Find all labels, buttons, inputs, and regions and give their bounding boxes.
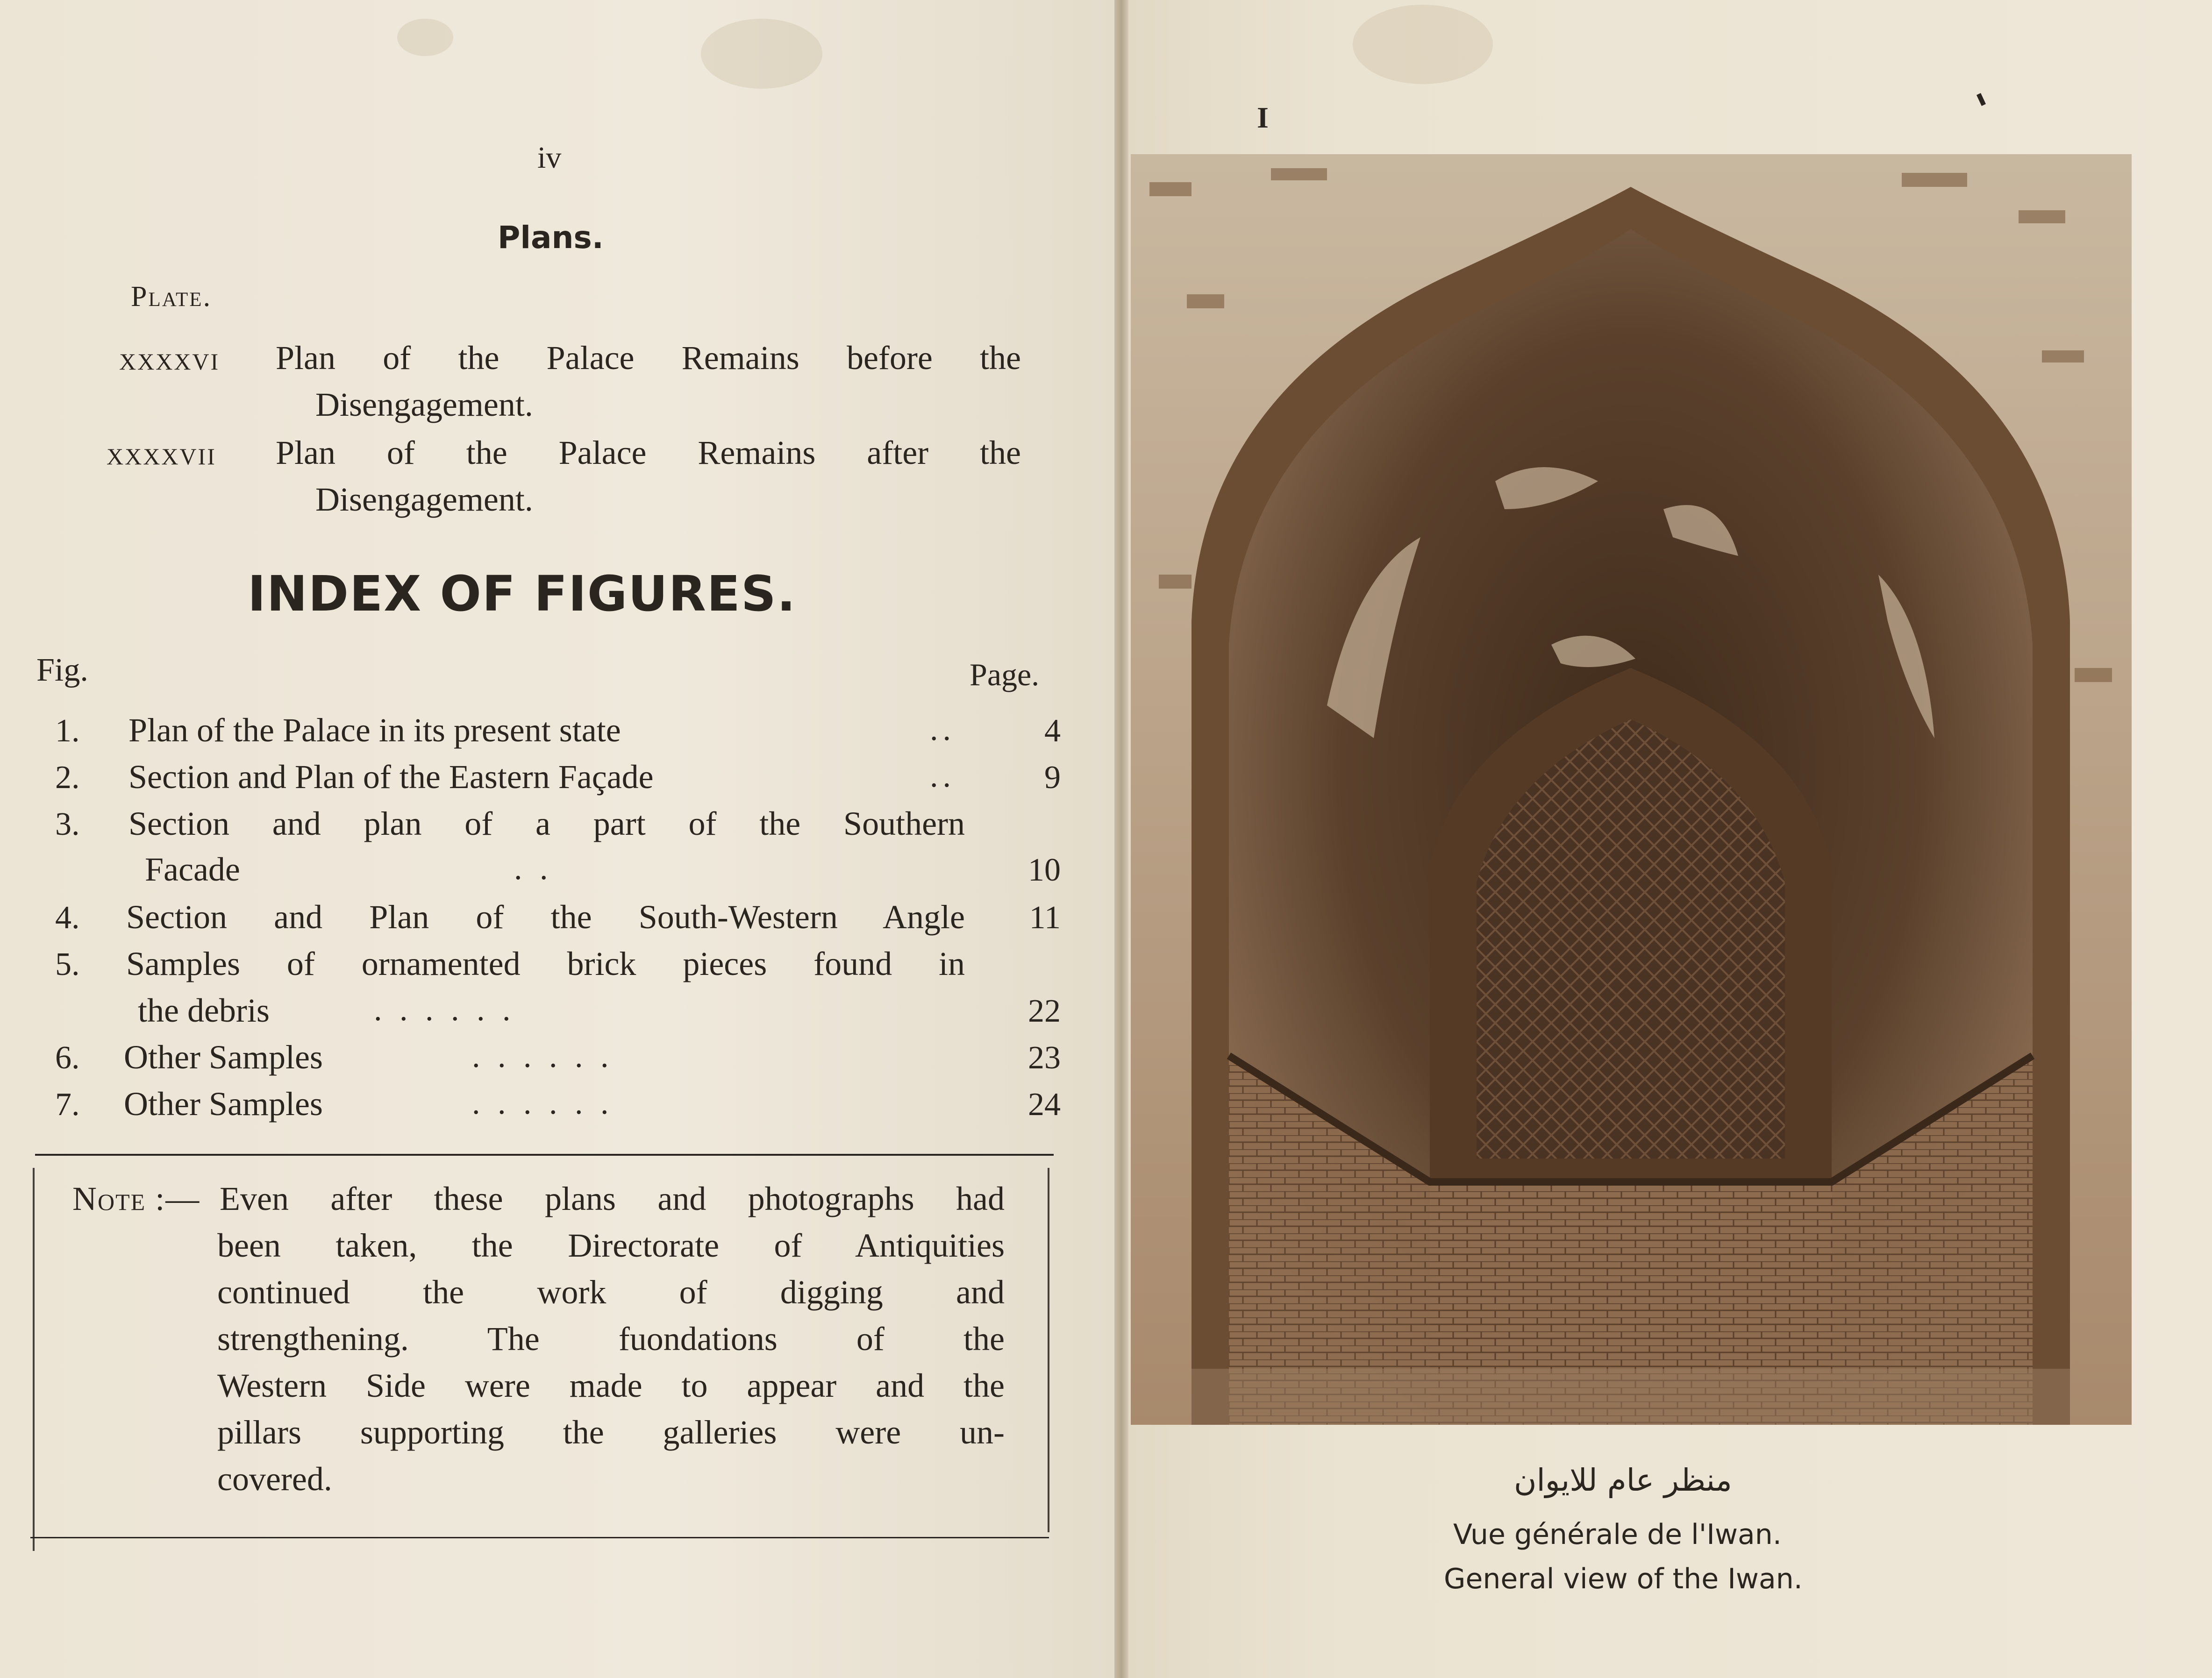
- paper-stain: [701, 19, 822, 89]
- figure-number: 4.: [55, 900, 80, 936]
- book-gutter: [1114, 0, 1128, 1678]
- plate-numeral: XXXXVI: [119, 348, 220, 375]
- paper-stain: [397, 19, 453, 56]
- note-box-right-rule: [1048, 1168, 1049, 1532]
- figure-number: 6.: [55, 1040, 80, 1076]
- figure-page: 22: [1028, 993, 1061, 1029]
- caption-english: General view of the Iwan.: [1444, 1563, 1803, 1595]
- figure-title: Section and plan of a part of the Southern: [128, 805, 965, 842]
- caption-french: Vue générale de l'Iwan.: [1453, 1518, 1782, 1551]
- ink-mark: [1977, 93, 1986, 106]
- plate-entry-line: Disengagement.: [315, 481, 533, 518]
- iwan-arch-image: [1131, 154, 2132, 1425]
- note-line: been taken, the Directorate of Antiquities: [217, 1227, 1005, 1264]
- figure-title: Other Samples: [124, 1085, 323, 1123]
- plate-heading: Plate.: [131, 281, 212, 313]
- fig-column-header: Fig.: [36, 652, 88, 688]
- leader-dots: ..: [930, 758, 956, 794]
- note-label: Note :—: [72, 1180, 200, 1217]
- note-box-top-rule: [35, 1154, 1054, 1156]
- leader-dots: . . . . . .: [374, 992, 515, 1028]
- figure-title: Section and Plan of the Eastern Façade: [128, 758, 654, 796]
- page-number: iv: [537, 141, 562, 175]
- figure-page: 4: [1044, 713, 1061, 749]
- leader-dots: . .: [514, 851, 553, 887]
- figure-number: 1.: [55, 713, 80, 749]
- figure-number: 5.: [55, 946, 80, 982]
- page-column-header: Page.: [970, 657, 1040, 692]
- paper-stain: [1353, 5, 1493, 84]
- figure-page: 11: [1029, 900, 1061, 936]
- note-box-bottom-rule: [30, 1537, 1049, 1538]
- note-line: Western Side were made to appear and the: [217, 1367, 1005, 1404]
- leader-dots: . . . . . .: [472, 1085, 614, 1121]
- leader-dots: ..: [930, 711, 956, 747]
- note-line: strengthening. The fuondations of the: [217, 1320, 1005, 1358]
- plate-entry-line: Plan of the Palace Remains after the: [276, 434, 1021, 471]
- figure-page: 24: [1028, 1087, 1061, 1123]
- index-title: INDEX OF FIGURES.: [248, 565, 797, 622]
- figure-page: 10: [1028, 852, 1061, 888]
- figure-number: 3.: [55, 806, 80, 842]
- figure-title-continued: Facade: [145, 851, 240, 888]
- figure-title-continued: the debris: [138, 992, 270, 1029]
- leader-dots: . . . . . .: [472, 1038, 614, 1074]
- iwan-photograph: [1131, 154, 2132, 1425]
- figure-number: 2.: [55, 760, 80, 796]
- plate-entry-line: Disengagement.: [315, 386, 533, 423]
- figure-title: Other Samples: [124, 1038, 323, 1076]
- note-line: continued the work of digging and: [217, 1273, 1005, 1311]
- figure-title: Section and Plan of the South-Western Angle: [126, 898, 965, 936]
- plate-entry-line: Plan of the Palace Remains before the: [276, 339, 1021, 377]
- figure-page: 23: [1028, 1040, 1061, 1076]
- plans-heading: Plans.: [498, 220, 604, 256]
- plate-marker: I: [1257, 101, 1269, 134]
- figure-page: 9: [1044, 760, 1061, 796]
- figure-number: 7.: [55, 1087, 80, 1123]
- figure-title: Samples of ornamented brick pieces found in: [126, 945, 965, 982]
- note-line: covered.: [217, 1460, 332, 1498]
- note-line: pillars supporting the galleries were un-: [217, 1414, 1005, 1451]
- note-box-left-rule: [33, 1168, 35, 1551]
- caption-arabic: منظر عام للايوان: [1514, 1462, 1732, 1498]
- note-line: Even after these plans and photographs had: [220, 1180, 1005, 1217]
- plate-numeral: XXXXVII: [107, 443, 216, 469]
- figure-title: Plan of the Palace in its present state: [128, 711, 621, 749]
